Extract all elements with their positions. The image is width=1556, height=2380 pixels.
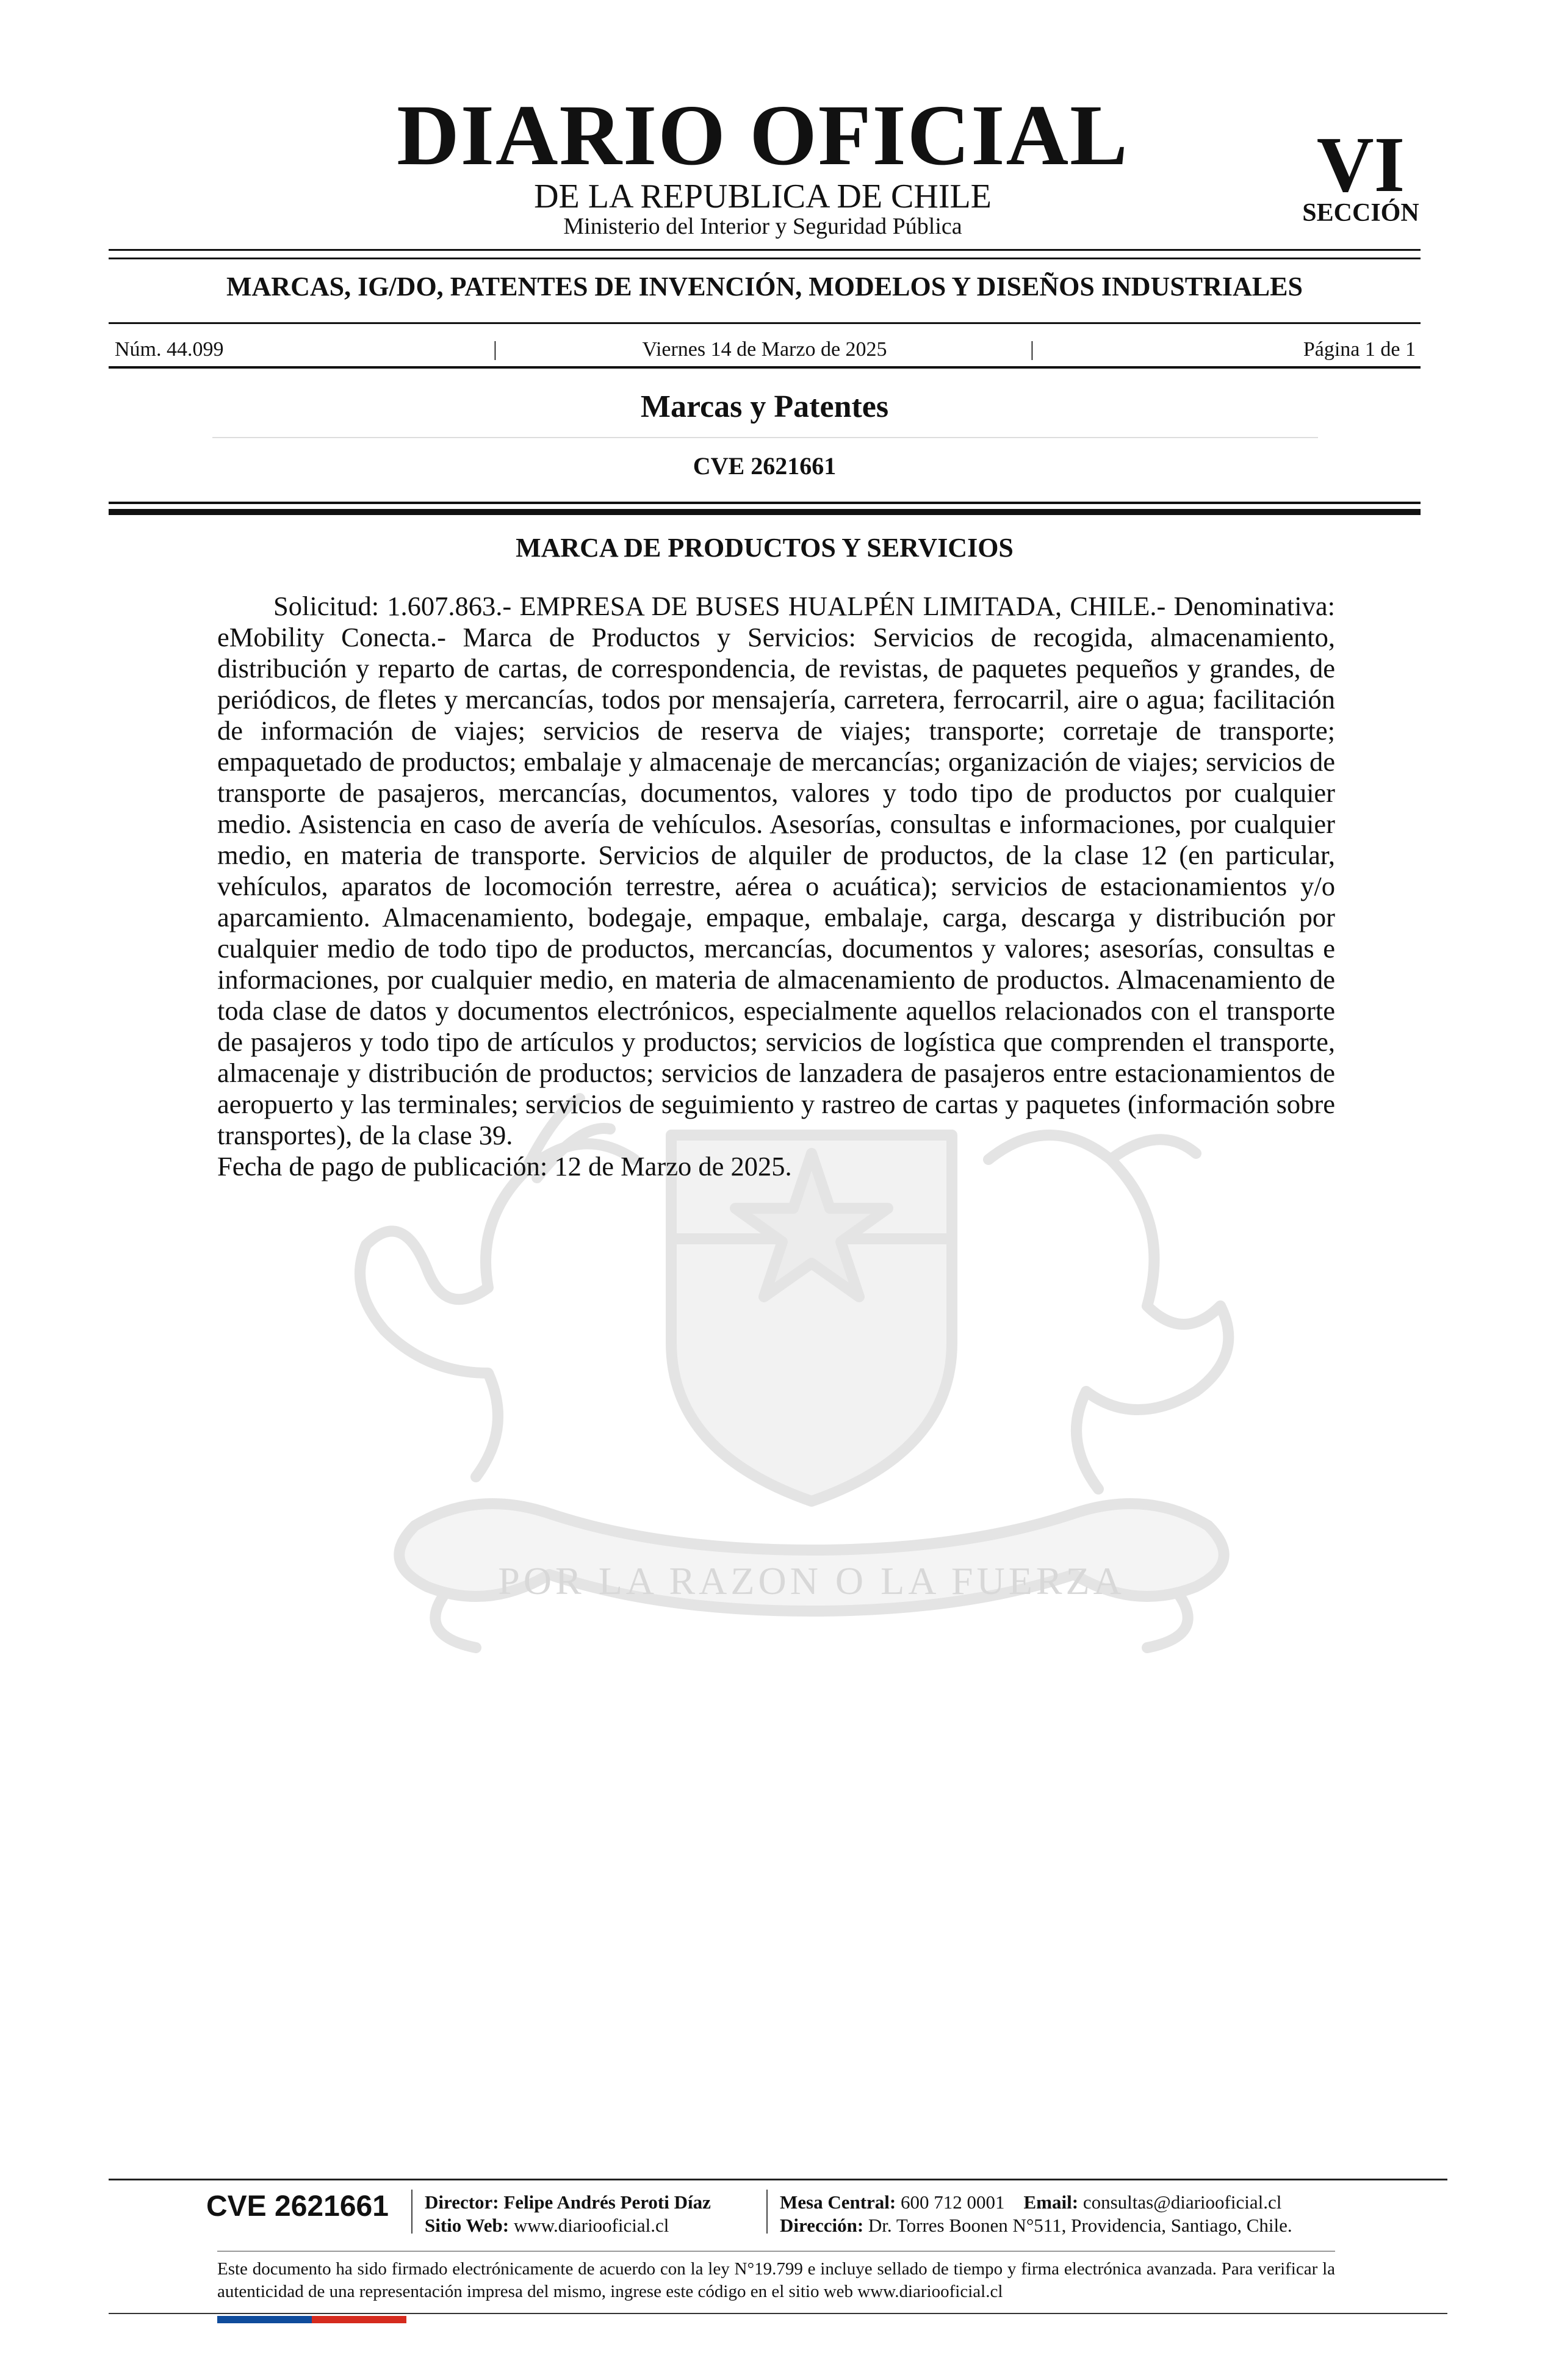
footer-separator — [766, 2190, 768, 2234]
footer-contact: Mesa Central: 600 712 0001 Email: consultas@diariooficial.cl — [780, 2191, 1282, 2213]
section-label: SECCIÓN — [1302, 199, 1419, 227]
footer-legal-notice: Este documento ha sido firmado electrónicamente de acuerdo con la ley N°19.799 e incluye sellado de tiempo y firma electrónica avanzada. Para verificar la autenticidad de una representación impresa del mismo, ingrese este código en el sitio web www.diariooficial.cl — [217, 2259, 1335, 2301]
divider — [109, 258, 1421, 259]
footer-divider — [109, 2313, 1447, 2314]
category-heading: MARCAS, IG/DO, PATENTES DE INVENCIÓN, MODELOS Y DISEÑOS INDUSTRIALES — [226, 272, 1303, 301]
divider — [212, 437, 1318, 438]
section-number: VI — [1316, 121, 1405, 209]
watermark-motto: POR LA RAZON O LA FUERZA — [498, 1559, 1125, 1603]
masthead-ministry: Ministerio del Interior y Seguridad Pública — [563, 214, 962, 239]
divider — [109, 502, 1421, 504]
cve-code: CVE 2621661 — [693, 452, 837, 480]
footer-address: Dirección: Dr. Torres Boonen N°511, Providencia, Santiago, Chile. — [780, 2215, 1292, 2236]
divider — [109, 366, 1421, 369]
flag-color-bar — [217, 2316, 406, 2323]
footer-website: Sitio Web: www.diariooficial.cl — [425, 2215, 669, 2236]
footer-separator — [411, 2190, 412, 2234]
publication-text: Solicitud: 1.607.863.- EMPRESA DE BUSES HUALPÉN LIMITADA, CHILE.- Denominativa: eMobility Conecta.- Marca de Productos y Servicios: Servicios de recogida, almacenamiento, distribución y reparto de cartas, de correspondencia, de revistas, de paquetes pequeños y grandes, de periódicos, de fletes y mercancías, todos por mensajería, carretera, ferrocarril, aire o agua; facilitación de información de viajes; servicios de reserva de viajes; transporte; corretaje de transporte; empaquetado de productos; embalaje y almacenaje de mercancías; organización de viajes; servicios de transporte de pasajeros, mercancías, documentos, valores y todo tipo de productos por cualquier medio. Asistencia en caso de avería de vehículos. Asesorías, consultas e informaciones, por cualquier medio, en materia de transporte. Servicios de alquiler de productos, de la clase 12 (en particular, vehículos, aparatos de locomoción terrestre, aérea o acuática); servicios de estacionamientos y/o aparcamiento. Almacenamiento, bodegaje, empaque, embalaje, carga, descarga y distribución por cualquier medio de todo tipo de productos, mercancías, documentos y valores; asesorías, consultas e informaciones, por cualquier medio, en materia de almacenamiento de productos. Almacenamiento de toda clase de datos y documentos electrónicos, especialmente aquellos relacionados con el transporte de pasajeros y todo tipo de artículos y productos; servicios de logística que comprenden el transporte, almacenaje y distribución de productos; servicios de lanzadera de pasajeros entre estacionamientos de aeropuerto y las terminales; servicios de seguimiento y rastreo de cartas y paquetes (información sobre transportes), de la clase 39. — [217, 591, 1335, 1150]
meta-separator: | — [493, 338, 497, 361]
divider — [109, 509, 1421, 515]
section-title: Marcas y Patentes — [640, 389, 889, 424]
meta-separator: | — [1030, 338, 1034, 361]
payment-date: Fecha de pago de publicación: 12 de Marzo de 2025. — [217, 1151, 792, 1181]
flag-red-stripe — [312, 2316, 406, 2323]
publication-body — [217, 591, 1335, 1182]
phone-number: 600 712 0001 — [901, 2191, 1005, 2213]
masthead-title: DIARIO OFICIAL — [397, 87, 1129, 183]
email-link[interactable]: consultas@diariooficial.cl — [1082, 2191, 1282, 2213]
divider — [109, 249, 1421, 251]
publication-title: MARCA DE PRODUCTOS Y SERVICIOS — [516, 533, 1014, 563]
flag-blue-stripe — [217, 2316, 312, 2323]
issue-meta-row — [109, 334, 1421, 365]
website-link[interactable]: www.diariooficial.cl — [513, 2215, 669, 2236]
issue-date: Viernes 14 de Marzo de 2025 — [642, 338, 887, 361]
footer-cve-code: CVE 2621661 — [206, 2190, 389, 2223]
footer-divider — [109, 2179, 1447, 2180]
masthead-subtitle: DE LA REPUBLICA DE CHILE — [534, 178, 992, 215]
footer-director: Director: Felipe Andrés Peroti Díaz — [425, 2191, 711, 2213]
divider — [109, 322, 1421, 324]
page-indicator: Página 1 de 1 — [1303, 338, 1416, 361]
footer-divider — [217, 2251, 1335, 2252]
issue-number: Núm. 44.099 — [115, 338, 224, 361]
